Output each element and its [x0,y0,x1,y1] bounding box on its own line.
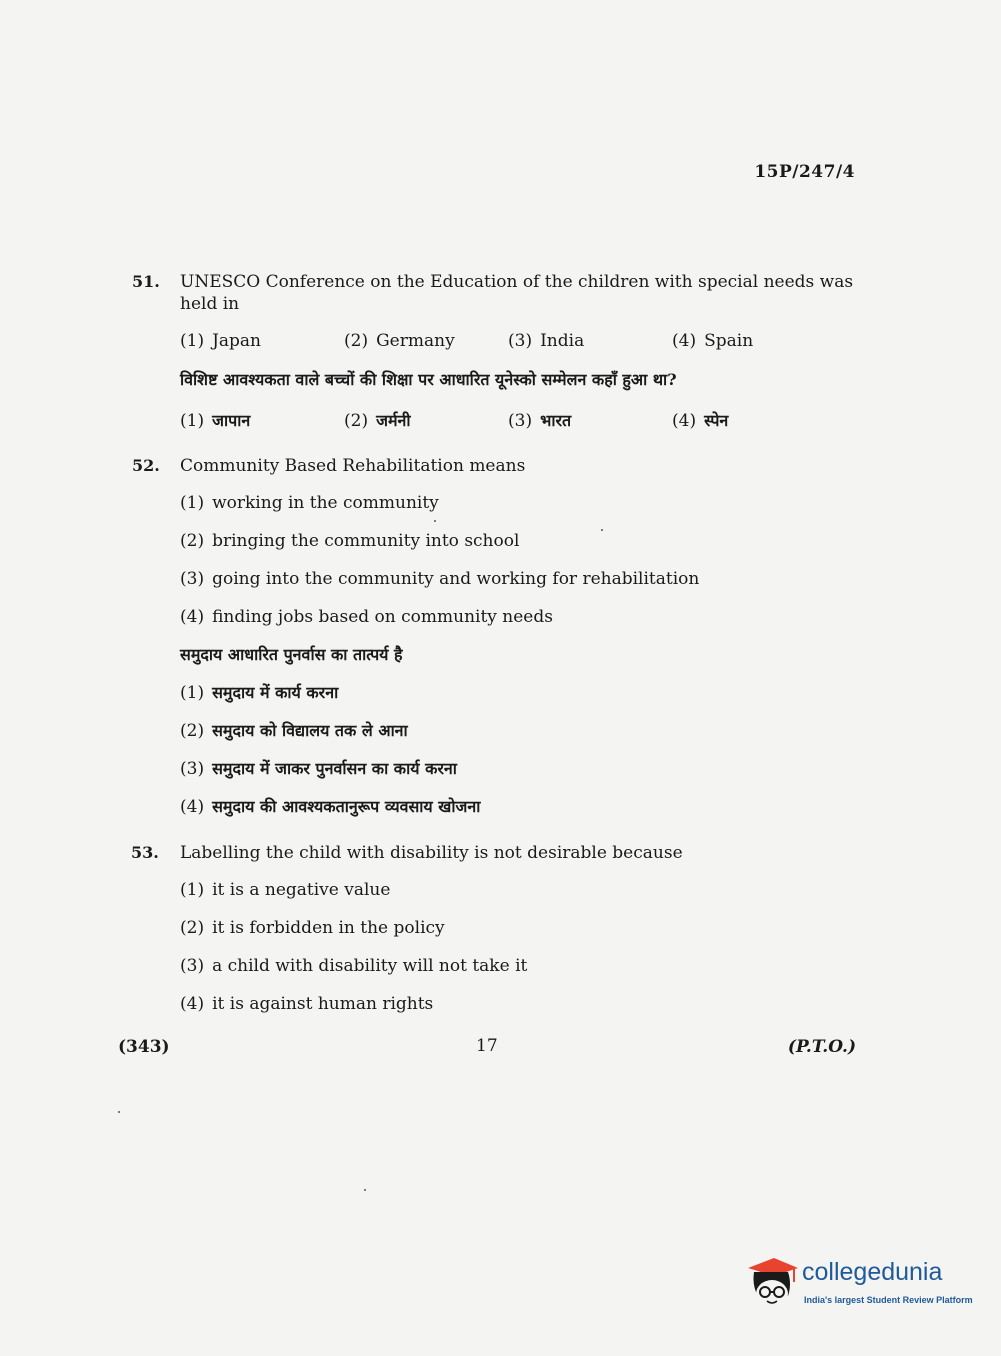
option [180,531,519,551]
option-text: समुदाय में कार्य करना [212,683,339,702]
option [672,331,753,351]
option-text: जर्मनी [376,411,411,430]
hindi-option [672,409,728,431]
option-number: (2) [344,331,369,351]
hindi-question-text: समुदाय आधारित पुनर्वास का तात्पर्य है [180,645,403,664]
option-text: a child with disability will not take it [212,956,528,976]
option-number: (3) [180,956,205,976]
option-number: (4) [180,607,205,627]
option [508,331,584,351]
option [344,331,455,351]
question-text: Labelling the child with disability is not desirable because [180,843,683,863]
option-number: (3) [180,759,205,779]
option [180,493,439,513]
hindi-option [180,409,250,431]
hindi-option [180,719,408,741]
logo-tagline: India's largest Student Review Platform [804,1295,973,1305]
paper-code: 15P/247/4 [754,162,855,182]
option-number: (4) [672,331,697,351]
option-text: भारत [540,411,572,430]
option-number: (3) [508,331,533,351]
option-number: (2) [180,918,205,938]
option-text: स्पेन [704,411,729,430]
option-text: Japan [212,331,262,351]
option [180,918,445,938]
question-text-continued: held in [180,294,240,314]
option-text: Germany [376,331,455,351]
page-number: 17 [476,1036,498,1056]
option-text: Spain [704,331,754,351]
scan-speck [601,529,603,531]
option-number: (4) [180,797,205,817]
option-text: समुदाय में जाकर पुनर्वासन का कार्य करना [212,759,457,778]
option-number: (3) [180,569,205,589]
option [180,331,261,351]
option [180,607,553,627]
option-text: India [540,331,585,351]
option-number: (1) [180,880,205,900]
option-number: (2) [180,721,205,741]
hindi-option [508,409,571,431]
footer-code: (343) [118,1037,170,1057]
scan-speck [364,1189,366,1191]
option-text: going into the community and working for rehabilitation [212,569,700,589]
scan-speck [434,520,436,522]
option-number: (4) [180,994,205,1014]
option-text: it is a negative value [212,880,391,900]
option-number: (1) [180,331,205,351]
hindi-option [180,795,480,817]
option-number: (1) [180,683,205,703]
option-text: it is against human rights [212,994,434,1014]
option-text: finding jobs based on community needs [212,607,553,627]
option-text: it is forbidden in the policy [212,918,445,938]
option-text: working in the community [212,493,439,513]
hindi-option [180,681,338,703]
option-text: जापान [212,411,251,430]
question-number: 52. [132,456,160,475]
option-text: समुदाय को विद्यालय तक ले आना [212,721,408,740]
option [180,956,527,976]
option-number: (2) [180,531,205,551]
option-number: (1) [180,493,205,513]
option-number: (4) [672,411,697,431]
hindi-question-text: विशिष्ट आवश्यकता वाले बच्चों की शिक्षा पर आधारित यूनेस्को सम्मेलन कहाँ हुआ था? [180,370,677,389]
collegedunia-logo [744,1252,974,1316]
option [180,880,390,900]
option-number: (3) [508,411,533,431]
option-text: bringing the community into school [212,531,520,551]
option-number: (2) [344,411,369,431]
option [180,569,699,589]
option-number: (1) [180,411,205,431]
question-number: 53. [131,843,159,862]
logo-wordmark: collegedunia [802,1258,943,1286]
hindi-option [344,409,411,431]
scan-speck [118,1111,120,1113]
question-text: Community Based Rehabilitation means [180,456,526,476]
question-number: 51. [132,272,160,291]
question-text: UNESCO Conference on the Education of the children with special needs was [180,272,854,292]
option-text: समुदाय की आवश्यकतानुरूप व्यवसाय खोजना [212,797,481,816]
hindi-option [180,757,457,779]
mascot-icon [744,1252,800,1312]
pto-label: (P.T.O.) [787,1037,856,1057]
option [180,994,433,1014]
